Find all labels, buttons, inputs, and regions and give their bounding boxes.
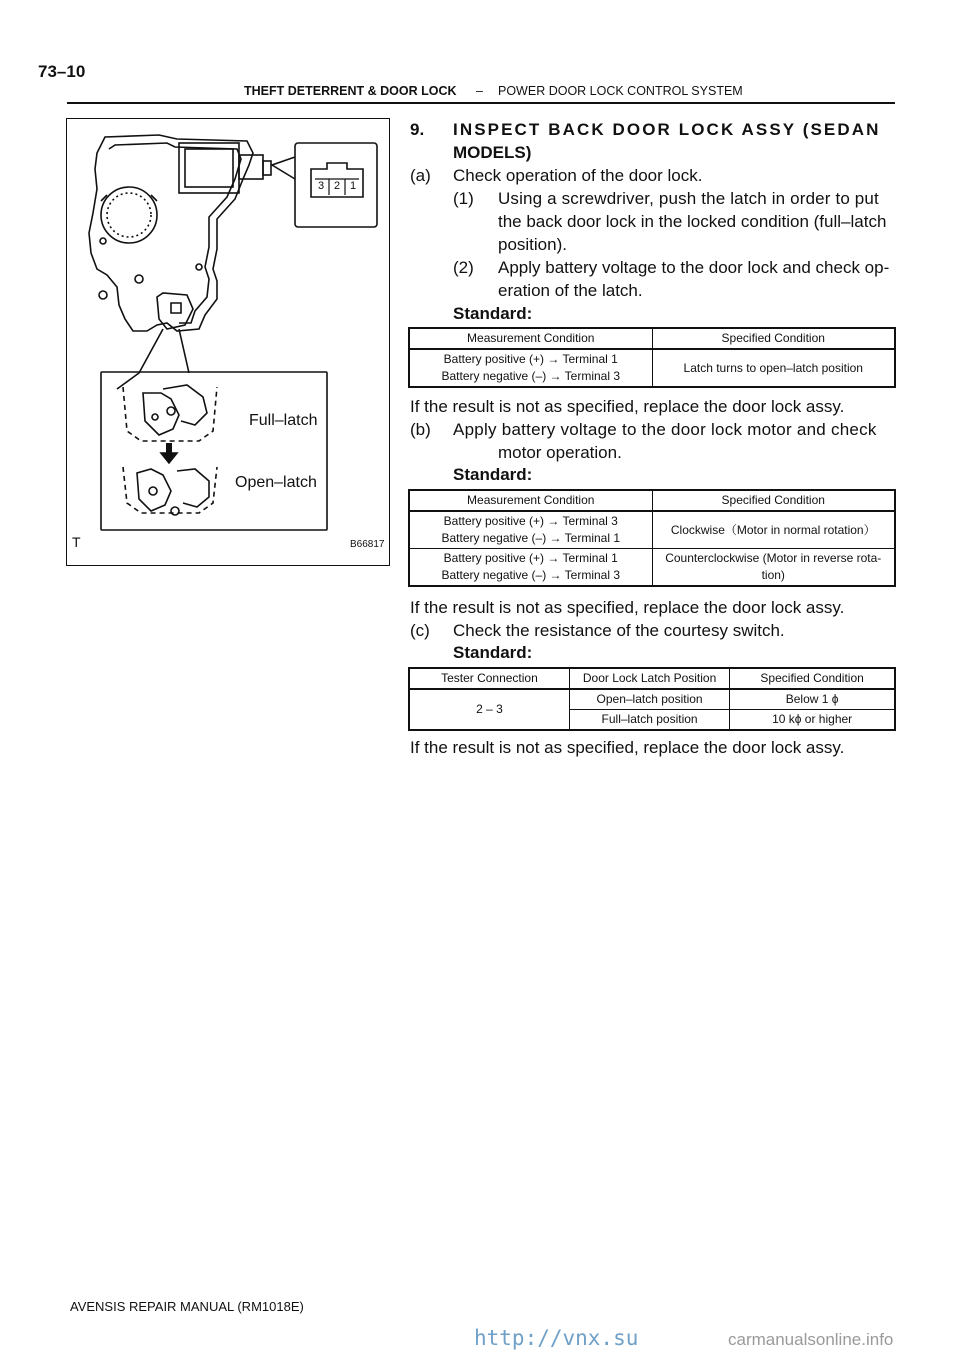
table-header: Specified Condition (652, 490, 895, 511)
table-cell: Full–latch position (569, 710, 729, 731)
pin-label: 2 (333, 180, 341, 192)
table-cell (409, 349, 652, 387)
item-c-marker: (c) (410, 621, 430, 640)
condition-line: Battery negative (–) → Terminal 1 (441, 531, 621, 545)
spec-line: Counterclockwise (Motor in reverse rota- (665, 551, 882, 565)
table-cell (409, 549, 652, 587)
spec-line: tion) (761, 568, 785, 582)
table-cell (652, 549, 895, 587)
standard-label: Standard: (453, 304, 533, 323)
item-b-marker: (b) (410, 420, 431, 439)
table-cell: Latch turns to open–latch position (652, 349, 895, 387)
item-c-text: Check the resistance of the courtesy switch. (453, 621, 785, 640)
condition-line: Battery negative (–) → Terminal 3 (441, 369, 621, 383)
table-cell (652, 511, 895, 549)
lock-body-outline (89, 135, 253, 331)
condition-line: Battery positive (+) → Terminal 3 (443, 514, 618, 528)
result-note: If the result is not as specified, replace the door lock assy. (410, 397, 845, 416)
spec-table-c (408, 667, 896, 731)
item-a-text: Check operation of the door lock. (453, 166, 703, 185)
standard-label: Standard: (453, 465, 533, 484)
spec-table-b (408, 489, 896, 587)
result-note: If the result is not as specified, replace the door lock assy. (410, 738, 845, 757)
sub-1-text-cont: position). (498, 235, 567, 254)
table-cell (409, 511, 652, 549)
header-section: THEFT DETERRENT & DOOR LOCK (244, 84, 457, 98)
sub-1-marker: (1) (453, 189, 474, 208)
table-header: Specified Condition (730, 668, 895, 689)
header-rule (67, 102, 895, 104)
spec-table-a (408, 327, 896, 388)
item-b-text-cont: motor operation. (498, 443, 622, 462)
full-latch-label: Full–latch (249, 412, 318, 429)
door-lock-figure (66, 118, 390, 566)
page-number: 73–10 (38, 62, 86, 81)
watermark-link[interactable]: http://vnx.su (474, 1326, 639, 1350)
table-cell: 10 kϕ or higher (730, 710, 895, 731)
sub-2-marker: (2) (453, 258, 474, 277)
condition-line: Battery positive (+) → Terminal 1 (443, 352, 618, 366)
result-note: If the result is not as specified, replace the door lock assy. (410, 598, 845, 617)
standard-label: Standard: (453, 643, 533, 662)
table-header: Tester Connection (409, 668, 569, 689)
table-cell: 2 – 3 (409, 689, 569, 730)
condition-line: Battery negative (–) → Terminal 3 (441, 568, 621, 582)
page-footer: AVENSIS REPAIR MANUAL (RM1018E) (70, 1299, 304, 1314)
watermark-text: carmanualsonline.info (728, 1330, 894, 1349)
table-header: Specified Condition (652, 328, 895, 349)
table-header: Measurement Condition (409, 490, 652, 511)
figure-corner-mark: T (72, 534, 81, 550)
step-title: INSPECT BACK DOOR LOCK ASSY (SEDAN (453, 120, 881, 139)
sub-2-text: Apply battery voltage to the door lock and check op- (498, 258, 890, 277)
step-title-cont: MODELS) (453, 143, 532, 162)
pin-label: 1 (349, 180, 357, 192)
table-cell: Open–latch position (569, 689, 729, 710)
door-lock-illustration (67, 119, 389, 565)
spec-line: Clockwise（Motor in normal rotation） (670, 522, 876, 537)
table-header: Measurement Condition (409, 328, 652, 349)
item-a-marker: (a) (410, 166, 431, 185)
header-dash: – (476, 84, 483, 98)
open-latch-label: Open–latch (235, 474, 317, 491)
step-number: 9. (410, 120, 425, 139)
sub-1-text-cont: the back door lock in the locked condition (full–latch (498, 212, 887, 231)
header-subsection: POWER DOOR LOCK CONTROL SYSTEM (498, 84, 743, 98)
pin-label: 3 (317, 180, 325, 192)
table-header: Door Lock Latch Position (569, 668, 729, 689)
figure-code: B66817 (350, 539, 385, 550)
table-cell: Below 1 ϕ (730, 689, 895, 710)
sub-1-text: Using a screwdriver, push the latch in order to put (498, 189, 879, 208)
condition-line: Battery positive (+) → Terminal 1 (443, 551, 618, 565)
item-b-text: Apply battery voltage to the door lock motor and check (453, 420, 877, 439)
sub-2-text-cont: eration of the latch. (498, 281, 643, 300)
